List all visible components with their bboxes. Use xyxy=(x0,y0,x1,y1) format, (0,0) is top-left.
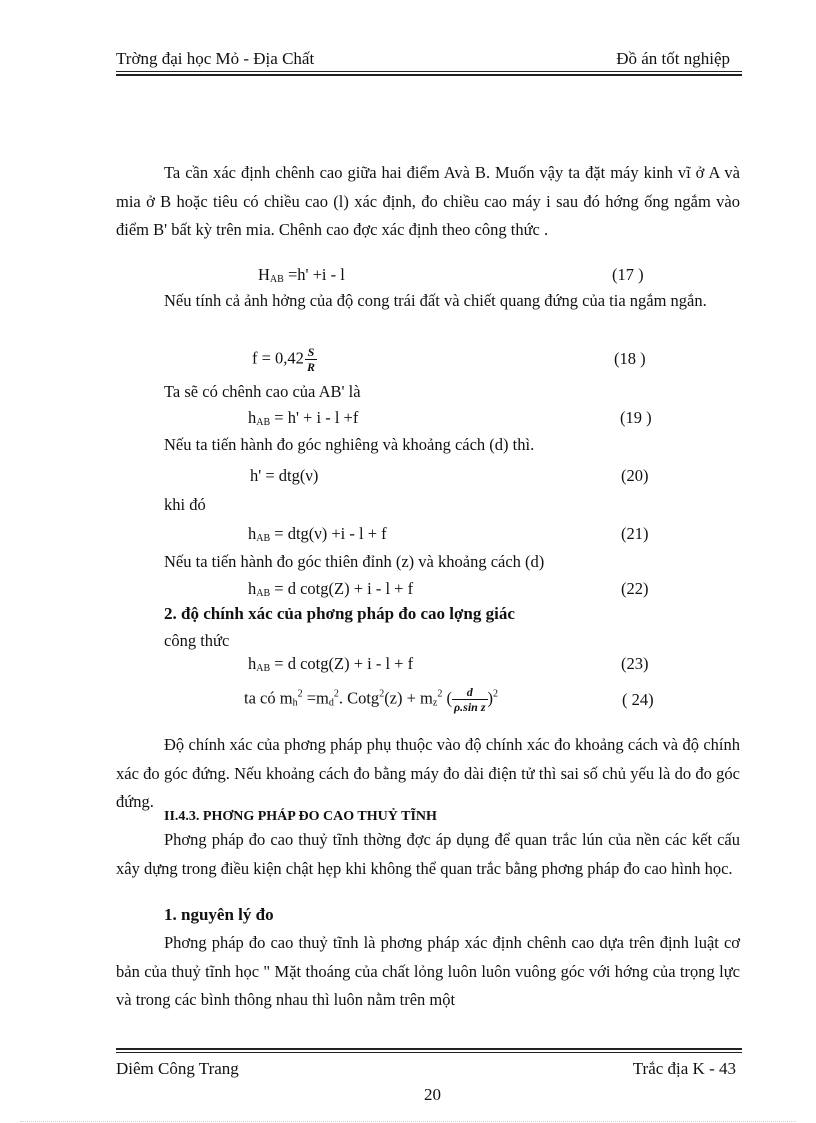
paragraph-hydrostatic: Phơng pháp đo cao thuỷ tĩnh thờng đợc áp dụng để quan trắc lún của nền các kết cấu xây dựng trong điều kiện chật hẹp khi không thể quan trắc bằng phơng pháp đo cao hình học. xyxy=(116,830,740,878)
line-goc-nghieng: Nếu ta tiến hành đo góc nghiêng và khoảng cách (d) thì. xyxy=(164,435,535,454)
equation-19: $h_{AB} = h' + i - l +f$ xyxy=(248,408,359,428)
equation-22-number: (22) xyxy=(621,579,649,598)
line-thien-dinh: Nếu ta tiến hành đo góc thiên đỉnh (z) và khoảng cách (d) xyxy=(164,552,545,571)
equation-19-number: (19 ) xyxy=(620,408,652,427)
equation-18: f = 0,42 $\frac{S}{R}$ xyxy=(252,345,315,374)
header-rule-thick xyxy=(116,74,742,76)
equation-24-number: ( 24) xyxy=(622,690,654,709)
paragraph-accuracy: Độ chính xác của phơng pháp phụ thuộc vào độ chính xác đo khoảng cách và độ chính xác đo góc đứng. Nếu khoảng cách đo bằng máy đo dài điện tử thì sai số chủ yếu là do đo góc đứng. xyxy=(116,735,740,812)
page-number: 20 xyxy=(424,1085,441,1104)
line-ta-se-co: Ta sẽ có chênh cao của AB' là xyxy=(164,382,361,401)
page-edge-dotted xyxy=(20,1121,796,1122)
equation-23-number: (23) xyxy=(621,654,649,673)
footer-rule-thick xyxy=(116,1048,742,1050)
line-khi-do: khi đó xyxy=(164,495,206,514)
section-heading-principle: 1. nguyên lý đo xyxy=(164,905,274,924)
paragraph-principle: Phơng pháp đo cao thuỷ tĩnh là phơng pháp xác định chênh cao dựa trên định luật cơ bản của thuỷ tĩnh học " Mặt thoáng của chất lỏng luôn luôn vuông góc với hớng của trọng lực và trong các bình thông nhau thì luôn nằm trên một xyxy=(116,933,740,1010)
equation-21-number: (21) xyxy=(621,524,649,543)
header-left: Trờng đại học Mỏ - Địa Chất xyxy=(116,49,315,68)
equation-20: h' = dtg(ν) xyxy=(250,466,319,485)
footer-rule-thin xyxy=(116,1052,742,1053)
equation-17: $H_{AB} =h' +i - l$ xyxy=(258,265,345,285)
equation-20-number: (20) xyxy=(621,466,649,485)
equation-22: $h_{AB} = d$ cotg(Z) + i - l + f xyxy=(248,579,414,599)
equation-21: $h_{AB} = dtg(\nu) +i - l + f$ xyxy=(248,524,387,544)
equation-24: ta có $m_h^2 =m_d^2$. Cotg$^2$(z) + $m_z^2$ ( $\frac{d}{\text{ρ.sin z}}$ )$^2$ xyxy=(244,685,498,714)
equation-18-number: (18 ) xyxy=(614,349,646,368)
paragraph-curvature: Nếu tính cả ảnh hởng của độ cong trái đất và chiết quang đứng của tia ngắm ngắn. xyxy=(164,291,707,310)
header-rule-thin xyxy=(116,71,742,72)
line-cong-thuc: công thức xyxy=(164,631,230,650)
section-heading-accuracy: 2. độ chính xác của phơng pháp đo cao lợng giác xyxy=(164,604,515,623)
equation-17-number: (17 ) xyxy=(612,265,644,284)
footer-course: Trắc địa K - 43 xyxy=(632,1059,736,1078)
footer-author: Diêm Công Trang xyxy=(116,1059,239,1078)
equation-23: $h_{AB} = d$ cotg(Z) + i - l + f xyxy=(248,654,414,674)
section-heading-hydrostatic: II.4.3. PHƠNG PHÁP ĐO CAO THUỶ TĨNH xyxy=(164,809,437,824)
header-right: Đồ án tốt nghiệp xyxy=(616,49,730,68)
paragraph-intro: Ta cần xác định chênh cao giữa hai điểm Avà B. Muốn vậy ta đặt máy kinh vĩ ở A và mia ở B hoặc tiêu có chiều cao (l) xác định, đo chiều cao máy i sau đó hớng ống ngắm vào điểm B' bất kỳ trên mia. Chênh cao đợc xác định theo công thức . xyxy=(116,163,740,240)
